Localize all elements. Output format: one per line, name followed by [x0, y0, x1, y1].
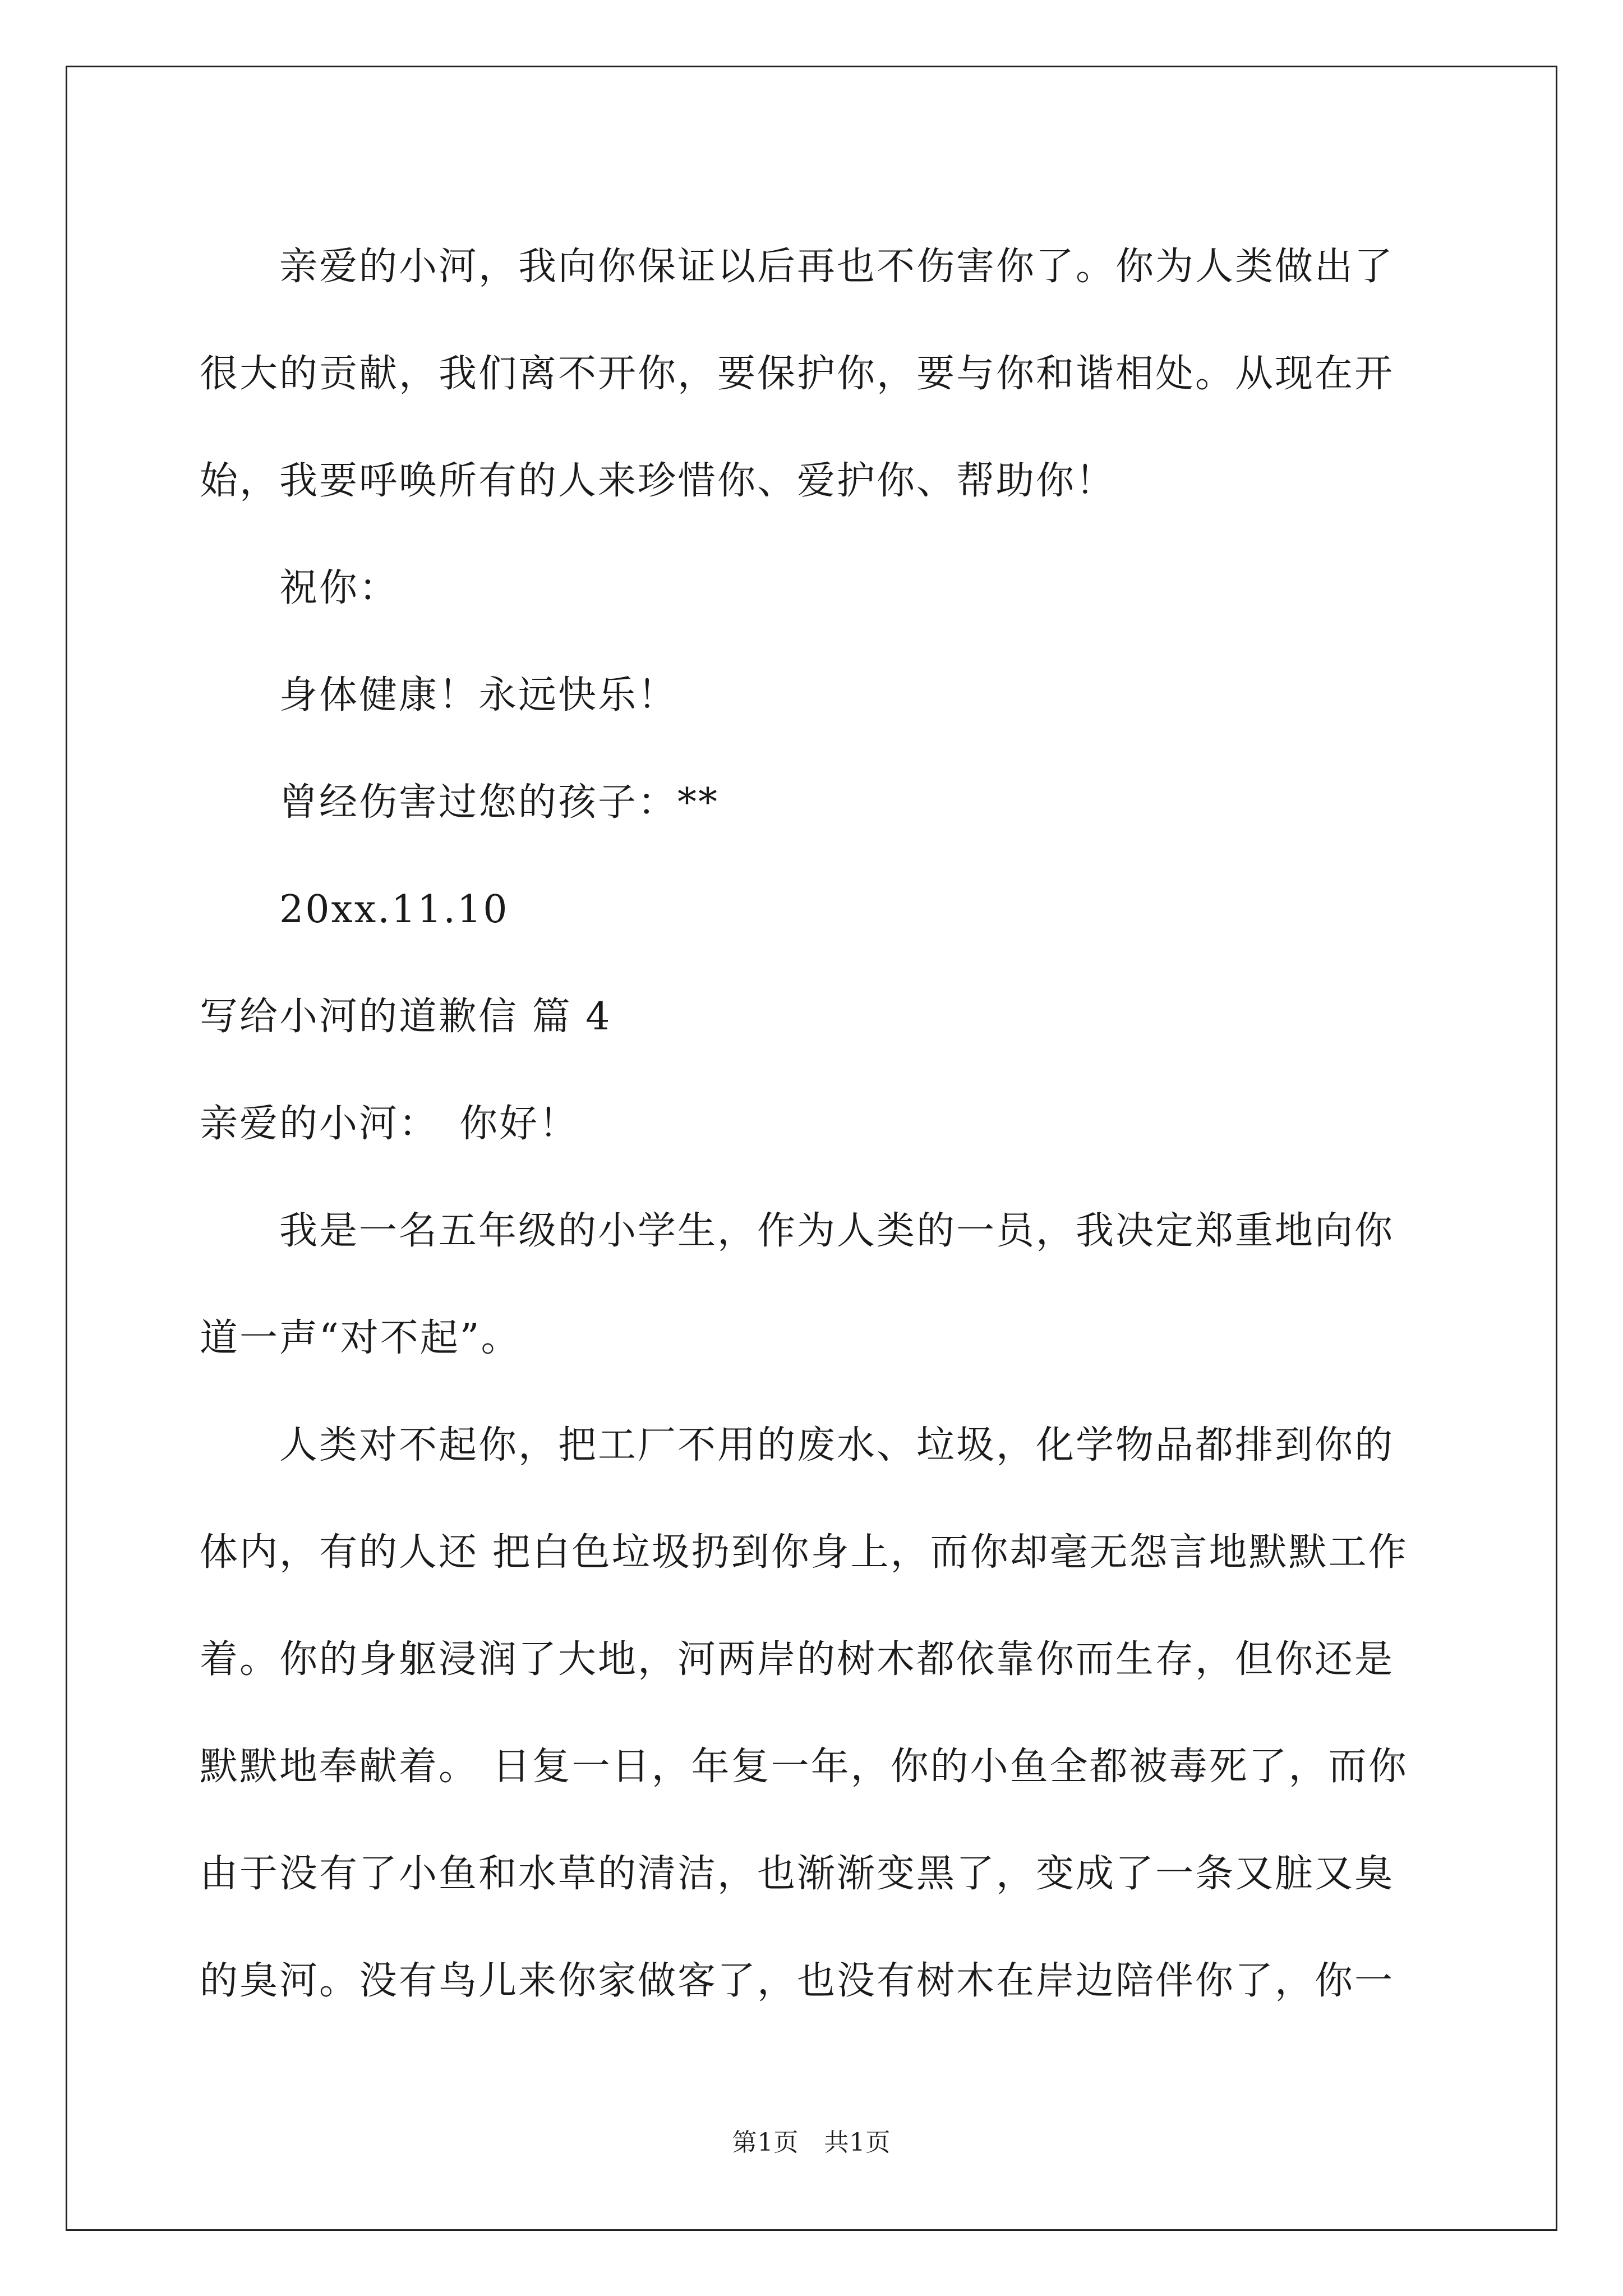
paragraph-wish-intro: 祝你：	[279, 566, 399, 610]
section-title: 写给小河的道歉信 篇 4	[200, 995, 612, 1039]
document-body	[200, 213, 1428, 2035]
paragraph-wish: 身体健康！永远快乐！	[279, 673, 678, 717]
paragraph-date: 20xx.11.10	[279, 887, 509, 932]
paragraph-salutation: 亲爱的小河： 你好！	[200, 1102, 579, 1146]
paragraph-signature: 曾经伤害过您的孩子：**	[279, 780, 720, 825]
paragraph-promise: 亲爱的小河，我向你保证以后再也不伤害你了。你为人类做出了很大的贡献，我们离不开你，要保护你，要与你和谐相处。从现在开始，我要呼唤所有的人来珍惜你、爱护你、帮助你！	[200, 245, 1395, 503]
paragraph-apology: 人类对不起你，把工厂不用的废水、垃圾，化学物品都排到你的体内，有的人还 把白色垃圾扔到你身上，而你却毫无怨言地默默工作着。你的身躯浸润了大地，河两岸的树木都依靠你而生存，但你还是默默地奉献着。 日复一日，年复一年，你的小鱼全都被毒死了，而你由于没有了小鱼和水草的清洁，也渐渐变黑了，变成了一条又脏又臭的臭河。没有鸟儿来你家做客了，也没有树木在岸边陪伴你了，你一	[200, 1423, 1408, 2003]
page-footer: 第1页 共1页	[732, 2128, 891, 2157]
paragraph-intro: 我是一名五年级的小学生，作为人类的一员，我决定郑重地向你道一声“对不起”。	[200, 1209, 1395, 1360]
